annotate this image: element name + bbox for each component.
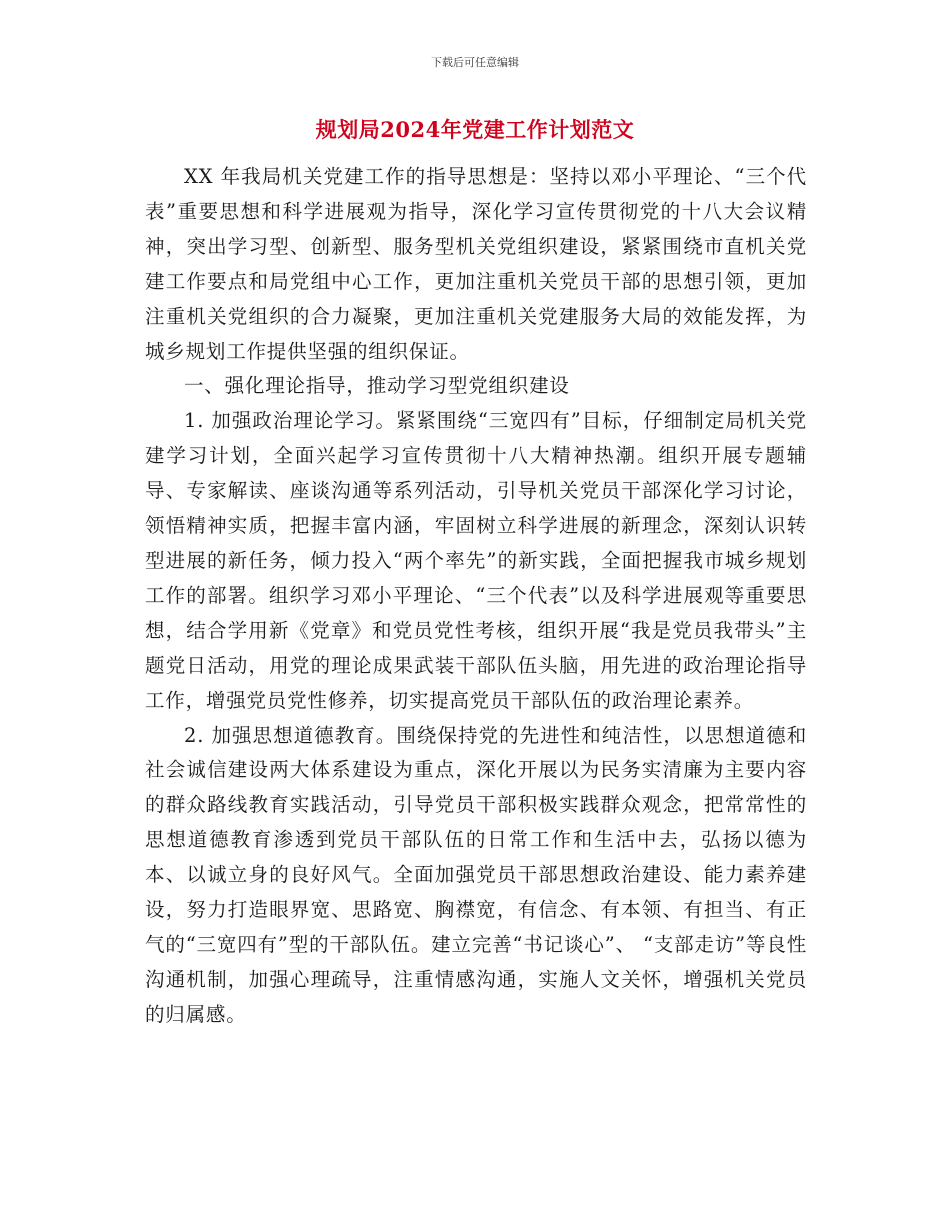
paragraph-guiding-ideology: XX 年我局机关党建工作的指导思想是：坚持以邓小平理论、“三个代表”重要思想和科学进展观为指导，深化学习宣传贯彻党的十八大会议精神，突出学习型、创新型、服务型机关党组织建设，紧紧围绕市直机关党建工作要点和局党组中心工作，更加注重机关党员干部的思想引领，更加注重机关党组织的合力凝聚，更加注重机关党建服务大局的效能发挥，为城乡规划工作提供坚强的组织保证。 [145, 165, 807, 363]
header-note: 下载后可任意编辑 [431, 56, 519, 69]
document-body [145, 160, 807, 1033]
section-heading-1: 一、强化理论指导，推动学习型党组织建设 [184, 374, 570, 398]
paragraph-item-2: 2. 加强思想道德教育。围绕保持党的先进性和纯洁性，以思想道德和社会诚信建设两大体系建设为重点，深化开展以为民务实清廉为主要内容的群众路线教育实践活动，引导党员干部积极实践群众观念，把常常性的思想道德教育渗透到党员干部队伍的日常工作和生活中去，弘扬以德为本、以诚立身的良好风气。全面加强党员干部思想政治建设、能力素养建设，努力打造眼界宽、思路宽、胸襟宽，有信念、有本领、有担当、有正气的“三宽四有”型的干部队伍。建立完善“书记谈心”、 “支部走访”等良性沟通机制，加强心理疏导，注重情感沟通，实施人文关怀，增强机关党员的归属感。 [145, 723, 807, 1026]
paragraph-item-1: 1. 加强政治理论学习。紧紧围绕“三宽四有”目标，仔细制定局机关党建学习计划，全面兴起学习宣传贯彻十八大精神热潮。组织开展专题辅导、专家解读、座谈沟通等系列活动，引导机关党员干部深化学习讨论，领悟精神实质，把握丰富内涵，牢固树立科学进展的新理念，深刻认识转型进展的新任务，倾力投入“两个率先”的新实践，全面把握我市城乡规划工作的部署。组织学习邓小平理论、“三个代表”以及科学进展观等重要思想，结合学用新《党章》和党员党性考核，组织开展“我是党员我带头”主题党日活动，用党的理论成果武装干部队伍头脑，用先进的政治理论指导工作，增强党员党性修养，切实提高党员干部队伍的政治理论素养。 [145, 409, 807, 712]
document-title: 规划局2024年党建工作计划范文 [315, 117, 635, 142]
